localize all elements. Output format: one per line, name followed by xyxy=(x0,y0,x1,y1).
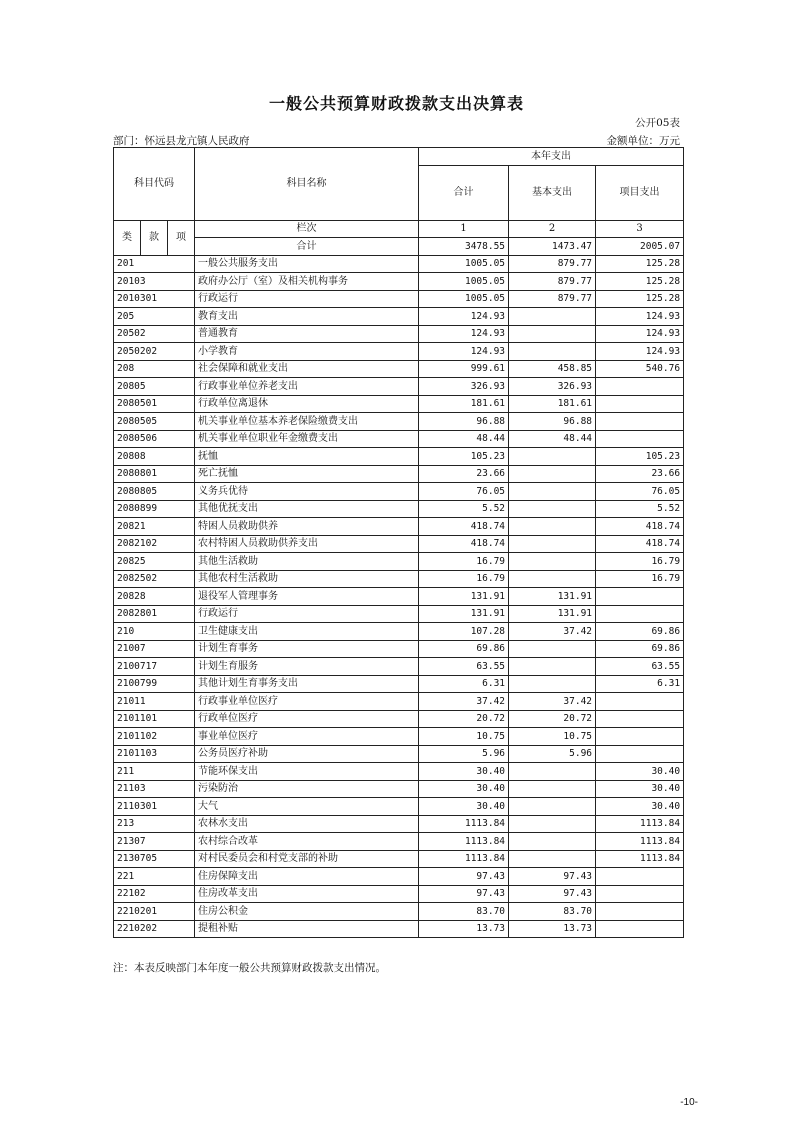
row-project: 5.52 xyxy=(596,500,684,518)
row-project xyxy=(596,903,684,921)
row-code: 211 xyxy=(114,763,195,781)
row-code: 2101102 xyxy=(114,728,195,746)
row-code: 2101103 xyxy=(114,745,195,763)
table-row xyxy=(114,815,684,833)
row-project xyxy=(596,728,684,746)
row-project: 30.40 xyxy=(596,798,684,816)
row-basic: 37.42 xyxy=(509,693,596,711)
row-name: 一般公共服务支出 xyxy=(195,255,419,273)
row-code: 2080899 xyxy=(114,500,195,518)
row-total: 1005.05 xyxy=(419,255,509,273)
row-project xyxy=(596,605,684,623)
row-project xyxy=(596,745,684,763)
page-title: 一般公共预算财政拨款支出决算表 xyxy=(268,94,524,113)
row-total: 124.93 xyxy=(419,325,509,343)
table-row xyxy=(114,850,684,868)
table-row xyxy=(114,570,684,588)
row-total: 1113.84 xyxy=(419,815,509,833)
table-body xyxy=(114,255,684,938)
header-current-year: 本年支出 xyxy=(419,148,684,166)
row-code: 2010301 xyxy=(114,290,195,308)
table-row xyxy=(114,290,684,308)
header-subject-code: 科目代码 xyxy=(114,148,195,221)
row-basic: 13.73 xyxy=(509,920,596,938)
row-project: 16.79 xyxy=(596,570,684,588)
table-row xyxy=(114,325,684,343)
row-name: 农林水支出 xyxy=(195,815,419,833)
header-column-index: 栏次 xyxy=(195,220,419,238)
row-name: 抚恤 xyxy=(195,448,419,466)
row-project: 16.79 xyxy=(596,553,684,571)
row-name: 污染防治 xyxy=(195,780,419,798)
row-total: 20.72 xyxy=(419,710,509,728)
row-basic xyxy=(509,518,596,536)
row-name: 社会保障和就业支出 xyxy=(195,360,419,378)
row-total: 10.75 xyxy=(419,728,509,746)
row-code: 205 xyxy=(114,308,195,326)
row-total: 63.55 xyxy=(419,658,509,676)
row-total: 97.43 xyxy=(419,885,509,903)
row-name: 事业单位医疗 xyxy=(195,728,419,746)
row-project: 1113.84 xyxy=(596,833,684,851)
row-total: 181.61 xyxy=(419,395,509,413)
row-total: 1113.84 xyxy=(419,850,509,868)
row-name: 退役军人管理事务 xyxy=(195,588,419,606)
row-name: 住房改革支出 xyxy=(195,885,419,903)
row-name: 其他优抚支出 xyxy=(195,500,419,518)
row-basic xyxy=(509,658,596,676)
row-name: 行政运行 xyxy=(195,605,419,623)
row-total: 6.31 xyxy=(419,675,509,693)
row-basic xyxy=(509,798,596,816)
header-kuan: 款 xyxy=(141,220,168,255)
row-total: 1113.84 xyxy=(419,833,509,851)
table-row xyxy=(114,763,684,781)
table-row xyxy=(114,833,684,851)
table-row xyxy=(114,868,684,886)
row-code: 2080801 xyxy=(114,465,195,483)
row-code: 20821 xyxy=(114,518,195,536)
header-basic: 基本支出 xyxy=(509,165,596,220)
row-total: 37.42 xyxy=(419,693,509,711)
row-code: 2101101 xyxy=(114,710,195,728)
row-code: 22102 xyxy=(114,885,195,903)
row-total: 30.40 xyxy=(419,763,509,781)
row-basic: 458.85 xyxy=(509,360,596,378)
header-col3: 3 xyxy=(596,220,684,238)
row-total: 131.91 xyxy=(419,605,509,623)
row-total: 107.28 xyxy=(419,623,509,641)
row-code: 2050202 xyxy=(114,343,195,361)
row-total: 1005.05 xyxy=(419,273,509,291)
row-code: 2082102 xyxy=(114,535,195,553)
row-total: 5.52 xyxy=(419,500,509,518)
header-project: 项目支出 xyxy=(596,165,684,220)
page-number: -10- xyxy=(680,1097,698,1108)
row-total: 23.66 xyxy=(419,465,509,483)
row-code: 2130705 xyxy=(114,850,195,868)
row-project: 1113.84 xyxy=(596,850,684,868)
row-name: 行政单位离退休 xyxy=(195,395,419,413)
row-code: 20808 xyxy=(114,448,195,466)
table-row xyxy=(114,360,684,378)
row-total: 83.70 xyxy=(419,903,509,921)
row-code: 21307 xyxy=(114,833,195,851)
row-name: 普通教育 xyxy=(195,325,419,343)
row-project: 69.86 xyxy=(596,640,684,658)
row-name: 大气 xyxy=(195,798,419,816)
row-project: 6.31 xyxy=(596,675,684,693)
row-name: 提租补贴 xyxy=(195,920,419,938)
table-row xyxy=(114,483,684,501)
row-basic: 83.70 xyxy=(509,903,596,921)
table-row xyxy=(114,693,684,711)
table-row xyxy=(114,448,684,466)
row-project: 30.40 xyxy=(596,763,684,781)
row-basic xyxy=(509,553,596,571)
row-code: 20103 xyxy=(114,273,195,291)
table-row xyxy=(114,675,684,693)
table-row xyxy=(114,640,684,658)
row-total: 5.96 xyxy=(419,745,509,763)
grand-total-value: 3478.55 xyxy=(419,238,509,256)
row-code: 2100799 xyxy=(114,675,195,693)
table-row xyxy=(114,903,684,921)
row-project: 418.74 xyxy=(596,535,684,553)
row-project xyxy=(596,885,684,903)
row-code: 2110301 xyxy=(114,798,195,816)
header-total: 合计 xyxy=(419,165,509,220)
row-basic: 48.44 xyxy=(509,430,596,448)
row-basic: 97.43 xyxy=(509,885,596,903)
row-name: 其他生活救助 xyxy=(195,553,419,571)
table-row xyxy=(114,798,684,816)
row-basic xyxy=(509,325,596,343)
row-basic xyxy=(509,833,596,851)
table-row xyxy=(114,553,684,571)
row-project xyxy=(596,710,684,728)
row-total: 1005.05 xyxy=(419,290,509,308)
row-name: 机关事业单位职业年金缴费支出 xyxy=(195,430,419,448)
row-project: 23.66 xyxy=(596,465,684,483)
row-project: 1113.84 xyxy=(596,815,684,833)
row-name: 其他计划生育事务支出 xyxy=(195,675,419,693)
row-code: 2080805 xyxy=(114,483,195,501)
table-row xyxy=(114,395,684,413)
table-row xyxy=(114,255,684,273)
row-code: 2100717 xyxy=(114,658,195,676)
row-code: 20502 xyxy=(114,325,195,343)
table-row xyxy=(114,343,684,361)
table-row xyxy=(114,920,684,938)
row-project: 418.74 xyxy=(596,518,684,536)
table-row xyxy=(114,658,684,676)
row-project xyxy=(596,588,684,606)
row-project: 124.93 xyxy=(596,325,684,343)
row-total: 418.74 xyxy=(419,518,509,536)
header-lei: 类 xyxy=(114,220,141,255)
row-project xyxy=(596,395,684,413)
row-total: 131.91 xyxy=(419,588,509,606)
row-name: 行政事业单位养老支出 xyxy=(195,378,419,396)
row-project: 125.28 xyxy=(596,273,684,291)
table-row xyxy=(114,623,684,641)
table-row xyxy=(114,728,684,746)
row-basic xyxy=(509,763,596,781)
row-basic xyxy=(509,570,596,588)
expenditure-table xyxy=(113,147,684,938)
row-basic: 37.42 xyxy=(509,623,596,641)
row-total: 96.88 xyxy=(419,413,509,431)
row-basic xyxy=(509,343,596,361)
row-name: 住房保障支出 xyxy=(195,868,419,886)
row-project xyxy=(596,920,684,938)
row-project: 124.93 xyxy=(596,308,684,326)
row-project: 540.76 xyxy=(596,360,684,378)
row-code: 20805 xyxy=(114,378,195,396)
table-row xyxy=(114,273,684,291)
row-basic xyxy=(509,500,596,518)
row-name: 住房公积金 xyxy=(195,903,419,921)
row-name: 农村综合改革 xyxy=(195,833,419,851)
row-basic: 131.91 xyxy=(509,588,596,606)
row-name: 对村民委员会和村党支部的补助 xyxy=(195,850,419,868)
header-xiang: 项 xyxy=(168,220,195,255)
row-basic xyxy=(509,465,596,483)
row-name: 政府办公厅（室）及相关机构事务 xyxy=(195,273,419,291)
row-code: 210 xyxy=(114,623,195,641)
row-name: 卫生健康支出 xyxy=(195,623,419,641)
row-project: 63.55 xyxy=(596,658,684,676)
row-total: 124.93 xyxy=(419,343,509,361)
table-row xyxy=(114,378,684,396)
row-name: 行政单位医疗 xyxy=(195,710,419,728)
row-project xyxy=(596,430,684,448)
row-code: 2082502 xyxy=(114,570,195,588)
row-total: 97.43 xyxy=(419,868,509,886)
table-row xyxy=(114,745,684,763)
department-label: 部门：怀远县龙亢镇人民政府 xyxy=(113,135,250,147)
row-basic xyxy=(509,483,596,501)
row-total: 999.61 xyxy=(419,360,509,378)
row-name: 机关事业单位基本养老保险缴费支出 xyxy=(195,413,419,431)
row-basic xyxy=(509,448,596,466)
row-code: 213 xyxy=(114,815,195,833)
row-name: 特困人员救助供养 xyxy=(195,518,419,536)
row-project: 124.93 xyxy=(596,343,684,361)
row-name: 义务兵优待 xyxy=(195,483,419,501)
unit-label: 金额单位：万元 xyxy=(606,135,680,147)
row-name: 计划生育事务 xyxy=(195,640,419,658)
row-project: 69.86 xyxy=(596,623,684,641)
row-code: 20825 xyxy=(114,553,195,571)
form-code: 公开05表 xyxy=(635,117,680,129)
table-row xyxy=(114,588,684,606)
row-total: 69.86 xyxy=(419,640,509,658)
row-code: 2080505 xyxy=(114,413,195,431)
row-code: 21007 xyxy=(114,640,195,658)
row-basic xyxy=(509,308,596,326)
row-basic: 879.77 xyxy=(509,290,596,308)
row-basic: 879.77 xyxy=(509,273,596,291)
row-project xyxy=(596,868,684,886)
row-code: 221 xyxy=(114,868,195,886)
row-name: 农村特困人员救助供养支出 xyxy=(195,535,419,553)
row-project: 76.05 xyxy=(596,483,684,501)
row-code: 2080501 xyxy=(114,395,195,413)
row-total: 105.23 xyxy=(419,448,509,466)
row-code: 208 xyxy=(114,360,195,378)
row-code: 21103 xyxy=(114,780,195,798)
table-row xyxy=(114,535,684,553)
row-total: 13.73 xyxy=(419,920,509,938)
table-row xyxy=(114,500,684,518)
table-row xyxy=(114,518,684,536)
row-name: 死亡抚恤 xyxy=(195,465,419,483)
row-name: 其他农村生活救助 xyxy=(195,570,419,588)
row-basic: 20.72 xyxy=(509,710,596,728)
table-row xyxy=(114,780,684,798)
row-code: 21011 xyxy=(114,693,195,711)
row-basic: 879.77 xyxy=(509,255,596,273)
header-col1: 1 xyxy=(419,220,509,238)
grand-project-value: 2005.07 xyxy=(596,238,684,256)
row-project: 30.40 xyxy=(596,780,684,798)
row-code: 2080506 xyxy=(114,430,195,448)
row-name: 计划生育服务 xyxy=(195,658,419,676)
row-project xyxy=(596,378,684,396)
table-row xyxy=(114,710,684,728)
table-row xyxy=(114,605,684,623)
row-name: 小学教育 xyxy=(195,343,419,361)
row-basic xyxy=(509,780,596,798)
row-name: 教育支出 xyxy=(195,308,419,326)
row-total: 16.79 xyxy=(419,553,509,571)
row-basic: 131.91 xyxy=(509,605,596,623)
row-name: 公务员医疗补助 xyxy=(195,745,419,763)
row-code: 201 xyxy=(114,255,195,273)
grand-total-label: 合计 xyxy=(195,238,419,256)
row-basic xyxy=(509,850,596,868)
row-total: 326.93 xyxy=(419,378,509,396)
row-project: 125.28 xyxy=(596,290,684,308)
row-total: 48.44 xyxy=(419,430,509,448)
table-row xyxy=(114,465,684,483)
row-basic: 5.96 xyxy=(509,745,596,763)
row-total: 30.40 xyxy=(419,798,509,816)
row-basic xyxy=(509,640,596,658)
table-row xyxy=(114,308,684,326)
row-code: 2210202 xyxy=(114,920,195,938)
row-code: 20828 xyxy=(114,588,195,606)
row-total: 76.05 xyxy=(419,483,509,501)
row-total: 16.79 xyxy=(419,570,509,588)
row-basic xyxy=(509,535,596,553)
row-basic: 97.43 xyxy=(509,868,596,886)
row-basic xyxy=(509,675,596,693)
row-code: 2210201 xyxy=(114,903,195,921)
table-note: 注：本表反映部门本年度一般公共预算财政拨款支出情况。 xyxy=(113,962,386,974)
row-total: 418.74 xyxy=(419,535,509,553)
row-name: 行政事业单位医疗 xyxy=(195,693,419,711)
row-code: 2082801 xyxy=(114,605,195,623)
row-basic: 181.61 xyxy=(509,395,596,413)
row-project xyxy=(596,413,684,431)
header-col2: 2 xyxy=(509,220,596,238)
grand-basic-value: 1473.47 xyxy=(509,238,596,256)
row-project: 105.23 xyxy=(596,448,684,466)
row-project xyxy=(596,693,684,711)
row-basic xyxy=(509,815,596,833)
header-subject-name: 科目名称 xyxy=(195,148,419,221)
row-basic: 96.88 xyxy=(509,413,596,431)
row-name: 行政运行 xyxy=(195,290,419,308)
table-row xyxy=(114,413,684,431)
row-basic: 326.93 xyxy=(509,378,596,396)
row-total: 30.40 xyxy=(419,780,509,798)
row-basic: 10.75 xyxy=(509,728,596,746)
row-project: 125.28 xyxy=(596,255,684,273)
table-row xyxy=(114,885,684,903)
row-total: 124.93 xyxy=(419,308,509,326)
table-row xyxy=(114,430,684,448)
row-name: 节能环保支出 xyxy=(195,763,419,781)
